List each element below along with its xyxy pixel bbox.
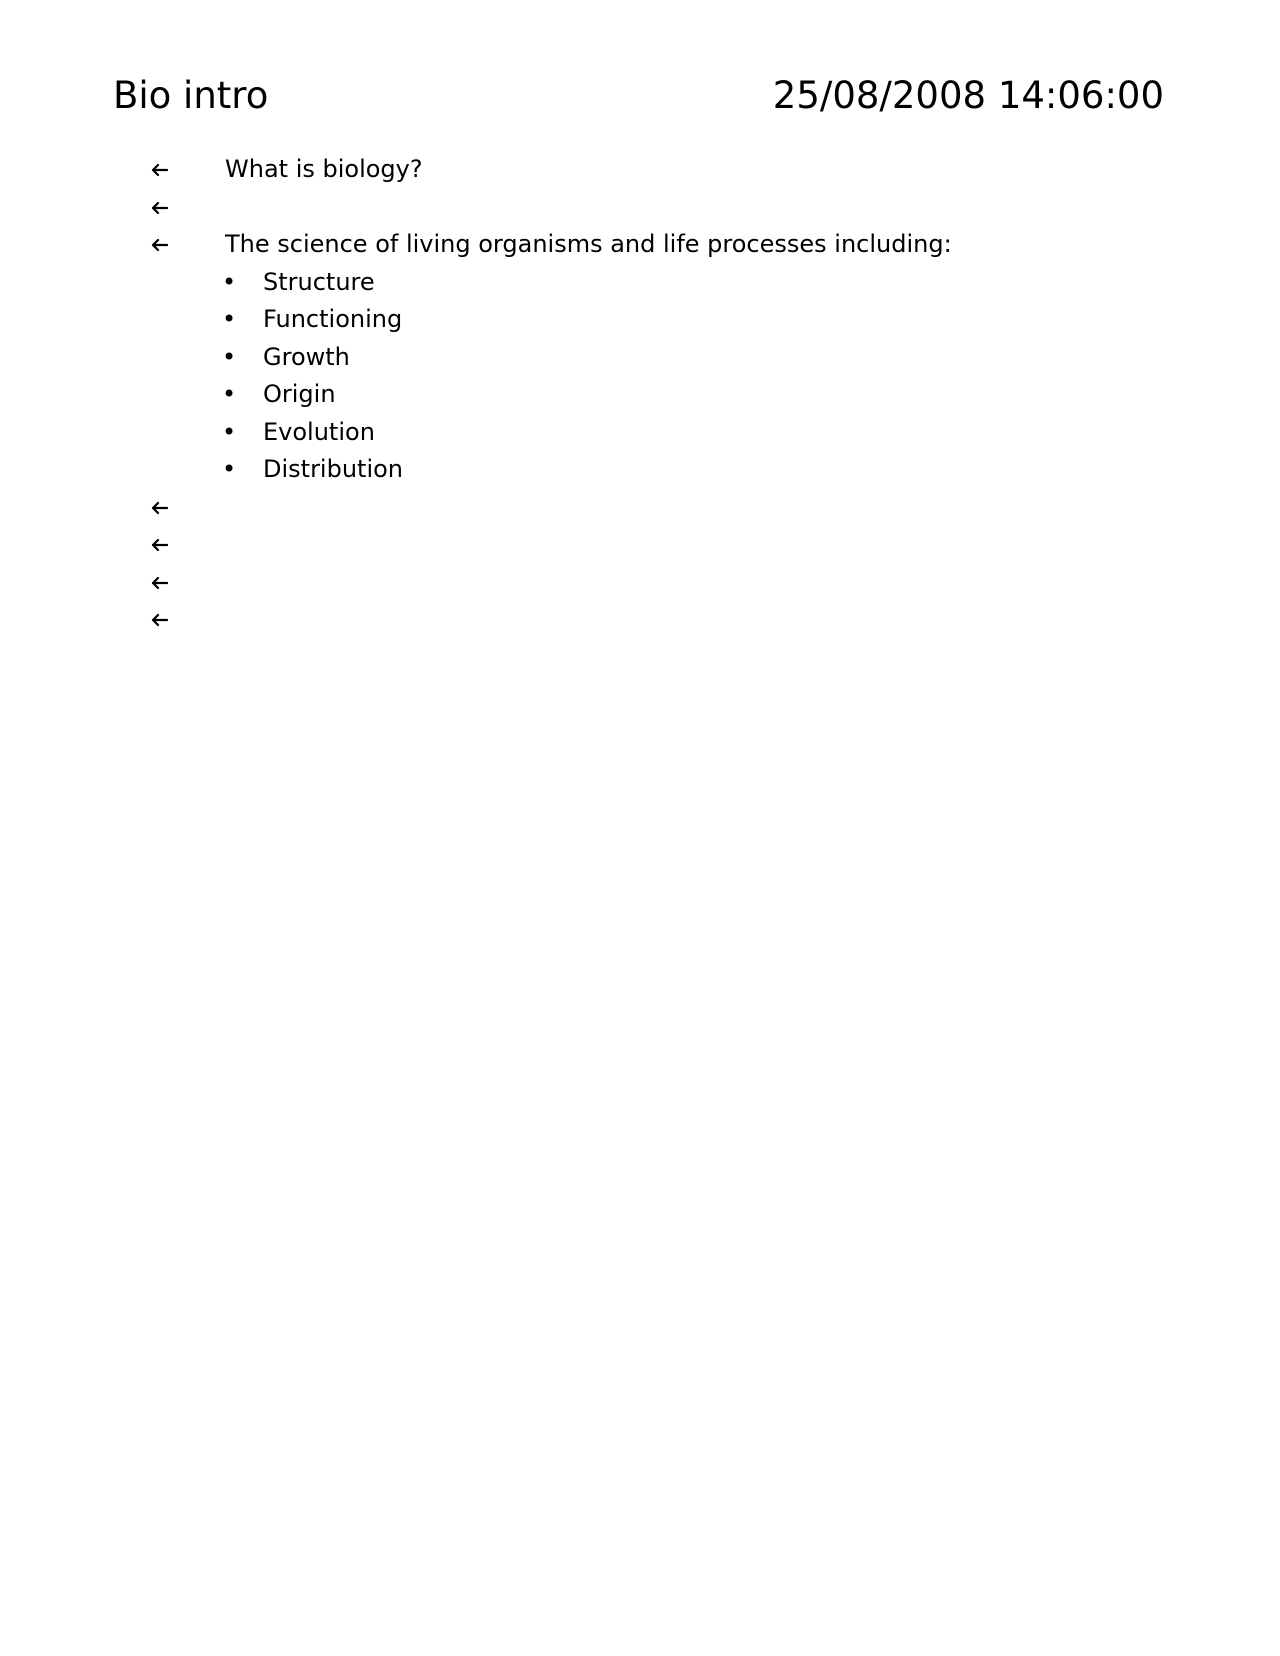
bullet-item-text: Structure: [263, 267, 375, 296]
arrow-left-icon: [150, 564, 172, 602]
outline-row: [0, 189, 1280, 227]
bullet-icon: •: [222, 267, 237, 296]
bullet-icon: •: [222, 455, 237, 483]
arrow-left-icon: [150, 151, 172, 189]
bullet-item: [0, 451, 1280, 489]
bullet-item: [0, 414, 1280, 452]
bullet-item-text: Growth: [263, 342, 350, 371]
bullet-icon: •: [222, 305, 237, 333]
bullet-item: [0, 339, 1280, 377]
outline-row: [0, 151, 1280, 189]
document-body: [0, 151, 1280, 639]
outline-row: [0, 601, 1280, 639]
document-datetime: 25/08/2008 14:06:00: [772, 74, 1164, 117]
bullet-icon: •: [222, 380, 237, 408]
bullet-item-text: Origin: [263, 380, 336, 408]
bullet-item-text: Distribution: [263, 455, 404, 483]
bullet-item-text: Evolution: [263, 417, 375, 446]
outline-row: [0, 489, 1280, 527]
outline-row: [0, 564, 1280, 602]
arrow-left-icon: [150, 226, 172, 264]
bullet-icon: •: [222, 342, 237, 371]
outline-row-text: The science of living organisms and life processes including:: [225, 230, 952, 258]
arrow-left-icon: [150, 189, 172, 227]
arrow-left-icon: [150, 601, 172, 639]
document-title: Bio intro: [113, 74, 269, 117]
arrow-left-icon: [150, 526, 172, 564]
arrow-left-icon: [150, 489, 172, 527]
bullet-item-text: Functioning: [263, 305, 403, 333]
outline-row-text: What is biology?: [225, 155, 423, 183]
bullet-icon: •: [222, 417, 237, 446]
outline-row: [0, 226, 1280, 264]
bullet-item: [0, 376, 1280, 414]
bullet-item: [0, 301, 1280, 339]
outline-row: [0, 526, 1280, 564]
bullet-item: [0, 264, 1280, 302]
